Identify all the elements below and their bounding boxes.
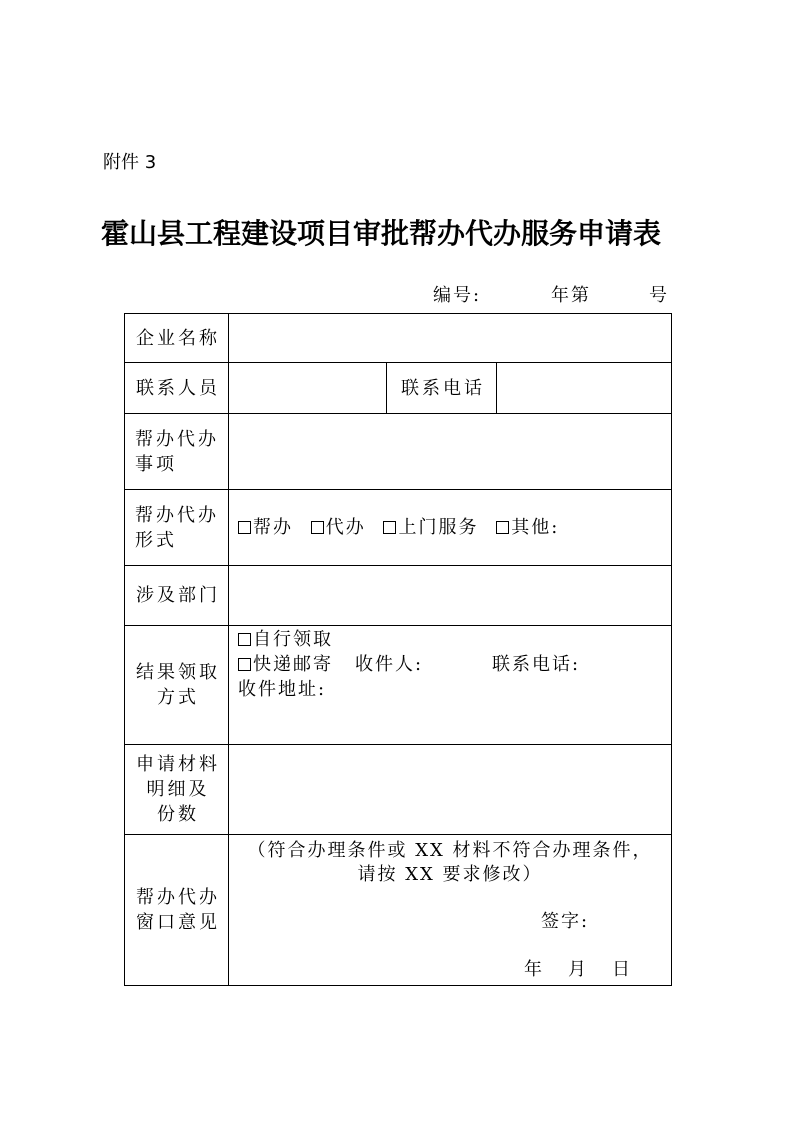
contact-phone-field[interactable] xyxy=(497,363,672,414)
departments-field[interactable] xyxy=(229,566,672,626)
serial-suffix-label: 号 xyxy=(649,285,669,306)
departments-row xyxy=(125,566,672,626)
date-year-label: 年 xyxy=(524,959,544,980)
service-mode-field xyxy=(229,490,672,566)
window-opinion-content xyxy=(229,835,671,985)
option-other-checkbox[interactable] xyxy=(496,515,559,540)
service-mode-options xyxy=(229,515,671,540)
option-label: 帮办 xyxy=(253,517,293,538)
checkbox-icon[interactable] xyxy=(238,633,251,646)
recipient-label: 收件人: xyxy=(355,654,424,675)
option-agent-checkbox[interactable] xyxy=(311,515,366,540)
checkbox-icon[interactable] xyxy=(311,521,324,534)
result-pickup-field xyxy=(229,626,672,745)
window-opinion-field[interactable] xyxy=(229,835,672,986)
option-label: 快递邮寄 xyxy=(253,654,333,675)
service-items-label: 帮办代办 事项 xyxy=(125,414,229,490)
checkbox-icon[interactable] xyxy=(383,521,396,534)
option-onsite-checkbox[interactable] xyxy=(383,515,478,540)
pickup-express-line xyxy=(238,652,671,677)
serial-number-label: 编号: xyxy=(433,285,482,306)
contact-person-field[interactable] xyxy=(229,363,387,414)
contact-row xyxy=(125,363,672,414)
company-name-label: 企业名称 xyxy=(125,314,229,363)
service-mode-row xyxy=(125,490,672,566)
checkbox-icon[interactable] xyxy=(496,521,509,534)
opinion-note-line1: （符合办理条件或 XX 材料不符合办理条件， xyxy=(247,840,653,861)
date-line xyxy=(524,957,632,982)
checkbox-icon[interactable] xyxy=(238,658,251,671)
attachment-label: 附件 3 xyxy=(103,152,157,173)
date-month-label: 月 xyxy=(568,959,588,980)
result-pickup-label: 结果领取 方式 xyxy=(125,626,229,745)
form-title: 霍山县工程建设项目审批帮办代办服务申请表 xyxy=(101,217,662,250)
window-opinion-label: 帮办代办 窗口意见 xyxy=(125,835,229,986)
opinion-note-line2: 请按 XX 要求修改） xyxy=(357,864,543,885)
materials-field[interactable] xyxy=(229,745,672,835)
departments-label: 涉及部门 xyxy=(125,566,229,626)
materials-row xyxy=(125,745,672,835)
address-label: 收件地址: xyxy=(238,679,327,700)
window-opinion-row xyxy=(125,835,672,986)
serial-year-label: 年第 xyxy=(551,285,591,306)
checkbox-icon[interactable] xyxy=(238,521,251,534)
recipient-phone-label: 联系电话: xyxy=(492,654,581,675)
option-help-checkbox[interactable] xyxy=(238,515,293,540)
date-day-label: 日 xyxy=(612,959,632,980)
option-self-pickup-checkbox[interactable] xyxy=(238,629,333,650)
materials-label: 申请材料 明细及 份数 xyxy=(125,745,229,835)
option-label: 自行领取 xyxy=(253,629,333,650)
result-pickup-row xyxy=(125,626,672,745)
option-label: 其他: xyxy=(511,517,560,538)
contact-phone-label: 联系电话 xyxy=(387,363,497,414)
option-express-checkbox[interactable] xyxy=(238,652,355,677)
option-label: 上门服务 xyxy=(398,517,479,538)
company-name-row xyxy=(125,314,672,363)
option-label: 代办 xyxy=(325,517,366,538)
service-mode-label: 帮办代办 形式 xyxy=(125,490,229,566)
company-name-field[interactable] xyxy=(229,314,672,363)
application-form-table xyxy=(124,313,672,986)
contact-person-label: 联系人员 xyxy=(125,363,229,414)
signature-label: 签字: xyxy=(541,911,590,932)
pickup-self-line xyxy=(238,627,671,652)
service-items-field[interactable] xyxy=(229,414,672,490)
service-items-row xyxy=(125,414,672,490)
